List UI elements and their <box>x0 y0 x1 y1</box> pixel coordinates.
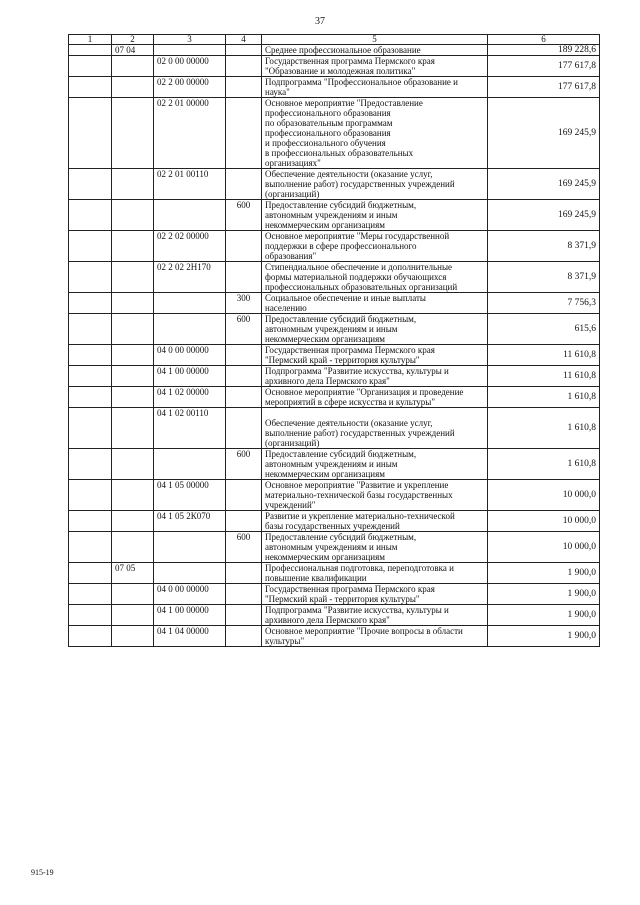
item-name-line: некоммерческим организациям <box>265 220 385 230</box>
section-code-cell <box>112 366 154 387</box>
expense-type-cell: 600 <box>226 532 262 563</box>
item-name-line: Социальное обеспечение и иные выплаты <box>265 293 426 303</box>
section-code-cell <box>112 532 154 563</box>
amount-cell: 169 245,9 <box>488 169 600 200</box>
table-row <box>69 293 600 314</box>
table-row <box>69 200 600 231</box>
item-name-line: Основное мероприятие "Развитие и укрепление <box>265 480 449 490</box>
item-name-line: "Образование и молодежная политика" <box>265 66 416 76</box>
table-row <box>69 56 600 77</box>
section-code-cell <box>112 231 154 262</box>
blank-cell <box>69 77 112 98</box>
blank-cell <box>69 626 112 647</box>
item-name-cell <box>262 200 488 231</box>
item-name-line: Государственная программа Пермского края <box>265 345 435 355</box>
target-article-cell <box>154 563 226 584</box>
blank-cell <box>69 169 112 200</box>
blank-cell <box>69 314 112 345</box>
table-row <box>69 626 600 647</box>
section-code-cell <box>112 584 154 605</box>
header-cell: 6 <box>488 35 600 45</box>
item-name-line: некоммерческим организациям <box>265 469 385 479</box>
amount-cell: 177 617,8 <box>488 56 600 77</box>
section-code-cell: 07 04 <box>112 45 154 56</box>
target-article-cell: 04 1 00 00000 <box>154 605 226 626</box>
target-article-cell: 02 0 00 00000 <box>154 56 226 77</box>
item-name-line: Подпрограмма "Развитие искусства, культуры и <box>265 605 449 615</box>
expense-type-cell <box>226 387 262 408</box>
amount-cell: 7 756,3 <box>488 293 600 314</box>
amount-cell: 169 245,9 <box>488 200 600 231</box>
amount-cell: 11 610,8 <box>488 366 600 387</box>
item-name-line: культуры" <box>265 636 305 646</box>
item-name-line: профессиональных образовательных организаций <box>265 282 458 292</box>
blank-cell <box>69 293 112 314</box>
item-name-cell <box>262 387 488 408</box>
table-row <box>69 98 600 169</box>
item-name-cell <box>262 231 488 262</box>
target-article-cell: 04 0 00 00000 <box>154 345 226 366</box>
expense-type-cell <box>226 98 262 169</box>
item-name-line: наука" <box>265 87 290 97</box>
header-cell: 4 <box>226 35 262 45</box>
blank-cell <box>69 45 112 56</box>
item-name-cell <box>262 532 488 563</box>
expense-type-cell <box>226 605 262 626</box>
table-row <box>69 605 600 626</box>
item-name-line: "Пермский край - территория культуры" <box>265 594 420 604</box>
item-name-line: по образовательным программам <box>265 118 393 128</box>
section-code-cell <box>112 345 154 366</box>
amount-cell: 615,6 <box>488 314 600 345</box>
expense-type-cell <box>226 408 262 449</box>
section-code-cell <box>112 200 154 231</box>
amount-cell: 177 617,8 <box>488 77 600 98</box>
item-name-cell <box>262 345 488 366</box>
table-row <box>69 532 600 563</box>
item-name-line: Предоставление субсидий бюджетным, <box>265 314 417 324</box>
blank-cell <box>69 605 112 626</box>
expense-type-cell <box>226 345 262 366</box>
table-row <box>69 262 600 293</box>
footer-code: 915-19 <box>31 868 54 877</box>
expense-type-cell: 300 <box>226 293 262 314</box>
item-name-line: организациях" <box>265 158 321 168</box>
item-name-line: Предоставление субсидий бюджетным, <box>265 200 417 210</box>
header-cell: 5 <box>262 35 488 45</box>
blank-cell <box>69 56 112 77</box>
section-code-cell <box>112 449 154 480</box>
table-row <box>69 387 600 408</box>
blank-cell <box>69 262 112 293</box>
table-row <box>69 449 600 480</box>
target-article-cell <box>154 449 226 480</box>
amount-cell: 1 900,0 <box>488 584 600 605</box>
expense-type-cell <box>226 563 262 584</box>
table-row <box>69 563 600 584</box>
item-name-line: выполнение работ) государственных учреждений <box>265 428 455 438</box>
item-name-cell <box>262 169 488 200</box>
target-article-cell: 02 2 02 2Н170 <box>154 262 226 293</box>
table-row <box>69 77 600 98</box>
blank-cell <box>69 480 112 511</box>
item-name-line: архивного дела Пермского края" <box>265 615 390 625</box>
expense-type-cell <box>226 511 262 532</box>
section-code-cell <box>112 626 154 647</box>
target-article-cell: 04 1 05 00000 <box>154 480 226 511</box>
item-name-line: автономным учреждениям и иным <box>265 210 398 220</box>
amount-cell: 1 900,0 <box>488 605 600 626</box>
amount-cell: 1 900,0 <box>488 563 600 584</box>
expense-type-cell <box>226 45 262 56</box>
item-name-line: в профессиональных образовательных <box>265 148 414 158</box>
target-article-cell: 04 1 00 00000 <box>154 366 226 387</box>
section-code-cell <box>112 314 154 345</box>
section-code-cell <box>112 169 154 200</box>
item-name-cell <box>262 98 488 169</box>
expense-type-cell <box>226 626 262 647</box>
blank-cell <box>69 563 112 584</box>
blank-cell <box>69 408 112 449</box>
blank-cell <box>69 511 112 532</box>
item-name-cell <box>262 408 488 449</box>
item-name-cell <box>262 449 488 480</box>
target-article-cell: 02 2 01 00000 <box>154 98 226 169</box>
target-article-cell: 04 0 00 00000 <box>154 584 226 605</box>
expense-type-cell <box>226 56 262 77</box>
amount-cell: 11 610,8 <box>488 345 600 366</box>
table-row <box>69 231 600 262</box>
blank-cell <box>69 584 112 605</box>
item-name-line: архивного дела Пермского края" <box>265 376 390 386</box>
expense-type-cell <box>226 480 262 511</box>
amount-cell: 8 371,9 <box>488 262 600 293</box>
blank-cell <box>69 345 112 366</box>
blank-cell <box>69 231 112 262</box>
item-name-line: Предоставление субсидий бюджетным, <box>265 532 417 542</box>
target-article-cell: 02 2 02 00000 <box>154 231 226 262</box>
item-name-cell <box>262 77 488 98</box>
blank-cell <box>69 387 112 408</box>
section-code-cell <box>112 77 154 98</box>
item-name-cell <box>262 605 488 626</box>
item-name-line: Предоставление субсидий бюджетным, <box>265 449 417 459</box>
item-name-line: автономным учреждениям и иным <box>265 459 398 469</box>
item-name-line: населению <box>265 303 307 313</box>
amount-cell: 10 000,0 <box>488 480 600 511</box>
table-row <box>69 169 600 200</box>
target-article-cell: 04 1 02 00110 <box>154 408 226 449</box>
amount-cell: 1 900,0 <box>488 626 600 647</box>
blank-cell <box>69 449 112 480</box>
item-name-line: некоммерческим организациям <box>265 334 385 344</box>
item-name-line: Основное мероприятие "Организация и проведение <box>265 387 464 397</box>
expense-type-cell <box>226 77 262 98</box>
item-name-cell <box>262 511 488 532</box>
table-header-row <box>69 35 600 45</box>
blank-cell <box>69 98 112 169</box>
item-name-line: автономным учреждениям и иным <box>265 324 398 334</box>
page-number: 37 <box>315 16 325 27</box>
item-name-cell <box>262 584 488 605</box>
item-name-line: Основное мероприятие "Меры государственной <box>265 231 450 241</box>
header-cell: 2 <box>112 35 154 45</box>
item-name-line: образования" <box>265 251 317 261</box>
target-article-cell <box>154 532 226 563</box>
item-name-line: мероприятий в сфере искусства и культуры" <box>265 397 436 407</box>
item-name-line: "Пермский край - территория культуры" <box>265 355 420 365</box>
expense-type-cell <box>226 262 262 293</box>
item-name-line: повышение квалификации <box>265 573 367 583</box>
table-row <box>69 314 600 345</box>
section-code-cell <box>112 387 154 408</box>
item-name-line: базы государственных учреждений <box>265 521 400 531</box>
table-row <box>69 584 600 605</box>
item-name-cell <box>262 366 488 387</box>
item-name-line: формы материальной поддержки обучающихся <box>265 272 447 282</box>
budget-table <box>68 34 600 647</box>
amount-cell: 1 610,8 <box>488 449 600 480</box>
item-name-line: Подпрограмма "Профессиональное образование и <box>265 77 458 87</box>
item-name-cell <box>262 45 488 56</box>
item-name-cell <box>262 314 488 345</box>
target-article-cell <box>154 314 226 345</box>
item-name-line: материально-технической базы государственных <box>265 490 453 500</box>
section-code-cell <box>112 56 154 77</box>
item-name-line <box>265 408 484 418</box>
item-name-line: учреждений" <box>265 500 316 510</box>
item-name-cell <box>262 293 488 314</box>
amount-cell: 1 610,8 <box>488 387 600 408</box>
item-name-line: Основное мероприятие "Прочие вопросы в области <box>265 626 463 636</box>
amount-cell: 189 228,6 <box>488 45 600 56</box>
item-name-line: профессионального образования <box>265 108 391 118</box>
section-code-cell: 07 05 <box>112 563 154 584</box>
item-name-line: Основное мероприятие "Предоставление <box>265 98 423 108</box>
target-article-cell <box>154 45 226 56</box>
item-name-line: (организаций) <box>265 438 320 448</box>
expense-type-cell <box>226 584 262 605</box>
header-cell: 1 <box>69 35 112 45</box>
expense-type-cell: 600 <box>226 449 262 480</box>
amount-cell: 8 371,9 <box>488 231 600 262</box>
item-name-line: Государственная программа Пермского края <box>265 584 435 594</box>
table-row <box>69 345 600 366</box>
blank-cell <box>69 532 112 563</box>
target-article-cell: 04 1 04 00000 <box>154 626 226 647</box>
target-article-cell: 02 2 00 00000 <box>154 77 226 98</box>
expense-type-cell: 600 <box>226 314 262 345</box>
item-name-line: выполнение работ) государственных учреждений <box>265 179 455 189</box>
blank-cell <box>69 200 112 231</box>
table-row <box>69 45 600 56</box>
table-row <box>69 480 600 511</box>
item-name-line: Обеспечение деятельности (оказание услуг, <box>265 418 433 428</box>
amount-cell: 10 000,0 <box>488 511 600 532</box>
section-code-cell <box>112 293 154 314</box>
item-name-line: Обеспечение деятельности (оказание услуг, <box>265 169 433 179</box>
section-code-cell <box>112 480 154 511</box>
amount-cell: 10 000,0 <box>488 532 600 563</box>
table-row <box>69 366 600 387</box>
item-name-line: Подпрограмма "Развитие искусства, культуры и <box>265 366 449 376</box>
amount-cell: 1 610,8 <box>488 408 600 449</box>
item-name-line: и профессионального обучения <box>265 138 386 148</box>
section-code-cell <box>112 511 154 532</box>
expense-type-cell <box>226 231 262 262</box>
section-code-cell <box>112 98 154 169</box>
expense-type-cell <box>226 169 262 200</box>
item-name-line: профессионального образования <box>265 128 391 138</box>
target-article-cell: 04 1 05 2К070 <box>154 511 226 532</box>
target-article-cell <box>154 293 226 314</box>
item-name-line: Профессиональная подготовка, переподготовка и <box>265 563 454 573</box>
item-name-line: некоммерческим организациям <box>265 552 385 562</box>
table-row <box>69 408 600 449</box>
section-code-cell <box>112 408 154 449</box>
item-name-cell <box>262 480 488 511</box>
target-article-cell: 04 1 02 00000 <box>154 387 226 408</box>
section-code-cell <box>112 605 154 626</box>
item-name-line: (организаций) <box>265 189 320 199</box>
amount-cell: 169 245,9 <box>488 98 600 169</box>
item-name-line: Государственная программа Пермского края <box>265 56 435 66</box>
target-article-cell <box>154 200 226 231</box>
item-name-cell <box>262 626 488 647</box>
item-name-line: автономным учреждениям и иным <box>265 542 398 552</box>
item-name-cell <box>262 262 488 293</box>
table-row <box>69 511 600 532</box>
expense-type-cell: 600 <box>226 200 262 231</box>
header-cell: 3 <box>154 35 226 45</box>
item-name-cell <box>262 563 488 584</box>
item-name-line: Развитие и укрепление материально-технической <box>265 511 455 521</box>
item-name-line: Среднее профессиональное образование <box>265 45 421 55</box>
item-name-line: поддержки в сфере профессионального <box>265 241 417 251</box>
section-code-cell <box>112 262 154 293</box>
expense-type-cell <box>226 366 262 387</box>
blank-cell <box>69 366 112 387</box>
target-article-cell: 02 2 01 00110 <box>154 169 226 200</box>
item-name-cell <box>262 56 488 77</box>
item-name-line: Стипендиальное обеспечение и дополнительные <box>265 262 453 272</box>
